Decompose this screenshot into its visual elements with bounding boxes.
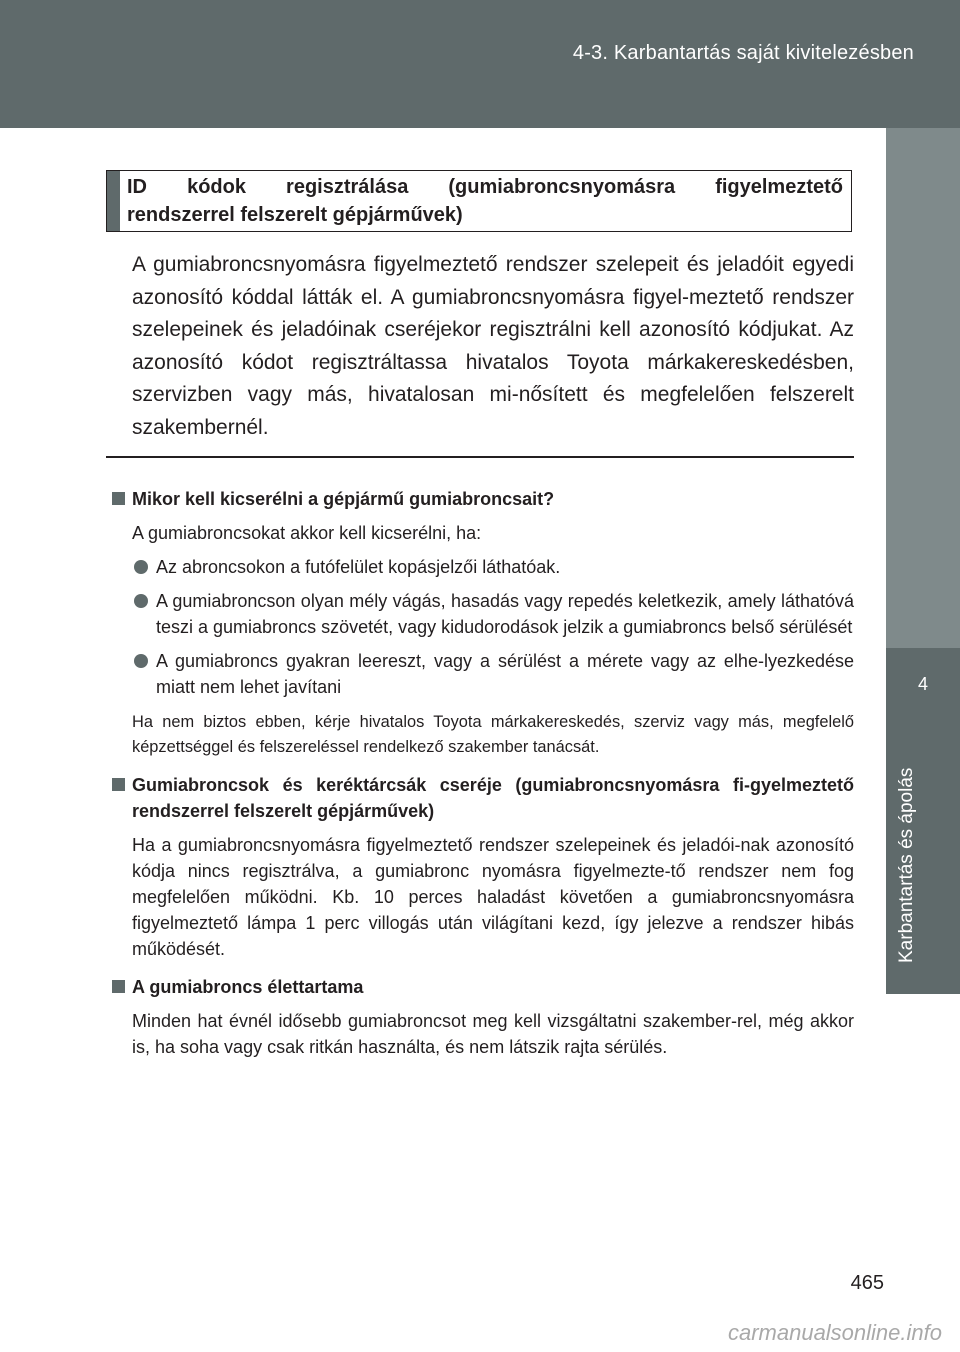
page-number: 465 bbox=[850, 1272, 884, 1294]
header-chapter-title: 4-3. Karbantartás saját kivitelezésben bbox=[572, 42, 914, 64]
section-intro-paragraph: A gumiabroncsnyomásra figyelmeztető rendszer szelepeit és jeladóit egyedi azonosító kóddal látták el. A gumiabroncsnyomásra figyel-meztető rendszer szelepeinek és jeladóinak cseréjekor regisztrálni kell azonosító kódjukat. Az azonosító kódot regisztráltassa hivatalos Toyota márkakereskedésben, szervizben vagy más, hivatalosan mi-nősített és megfelelően felszerelt szakembernél. bbox=[132, 253, 854, 439]
note-advice: Ha nem biztos ebben, kérje hivatalos Toyota márkakereskedés, szerviz vagy más, megfelelő képzettséggel és felszereléssel rendelkező szakember tanácsát. bbox=[132, 713, 854, 756]
circle-bullet-icon bbox=[134, 594, 148, 608]
note-wheel-replacement bbox=[110, 772, 854, 962]
circle-bullet-icon bbox=[134, 560, 148, 574]
list-item-text: A gumiabroncs gyakran leereszt, vagy a sérülést a mérete vagy az elhe-lyezkedése miatt nem lehet javítani bbox=[156, 651, 854, 697]
section-heading-line-1: ID kódok regisztrálása (gumiabroncsnyomásra figyelmeztető bbox=[127, 176, 843, 198]
watermark: carmanualsonline.info bbox=[727, 1320, 942, 1345]
list-item bbox=[110, 554, 854, 580]
section-heading bbox=[127, 173, 843, 229]
note-paragraph: Minden hat évnél idősebb gumiabroncsot meg kell vizsgáltatni szakember-rel, még akkor is, ha soha vagy csak ritkán használta, és nem látszik rajta sérülés. bbox=[132, 1011, 854, 1057]
heading-accent-bar bbox=[107, 171, 120, 231]
note-paragraph: A gumiabroncsokat akkor kell kicserélni, ha: bbox=[132, 523, 482, 543]
note-heading-text: Gumiabroncsok és keréktárcsák cseréje (gumiabroncsnyomásra fi-gyelmeztető rendszerrel felszerelt gépjárművek) bbox=[132, 775, 854, 821]
square-bullet-icon bbox=[112, 492, 125, 505]
list-item-text: Az abroncsokon a futófelület kopásjelzői láthatóak. bbox=[156, 557, 561, 577]
note-heading bbox=[110, 974, 854, 1000]
list-item bbox=[110, 648, 854, 700]
chapter-side-tab bbox=[886, 648, 960, 994]
note-tire-replacement bbox=[110, 486, 854, 760]
note-heading bbox=[110, 486, 854, 512]
note-heading-text: Mikor kell kicserélni a gépjármű gumiabroncsait? bbox=[132, 489, 555, 509]
section-heading-line-2: rendszerrel felszerelt gépjárművek) bbox=[127, 204, 463, 226]
header-band bbox=[0, 0, 960, 128]
section-divider bbox=[106, 456, 854, 458]
section-heading-box bbox=[106, 170, 852, 232]
square-bullet-icon bbox=[112, 980, 125, 993]
notes-area bbox=[110, 486, 854, 1072]
chapter-label: Karbantartás és ápolás bbox=[896, 767, 917, 963]
note-tire-lifespan bbox=[110, 974, 854, 1060]
note-heading bbox=[110, 772, 854, 824]
note-heading-text: A gumiabroncs élettartama bbox=[132, 977, 364, 997]
note-paragraph: Ha a gumiabroncsnyomásra figyelmeztető rendszer szelepeinek és jeladói-nak azonosító kódja nincs regisztrálva, a gumiabronc nyomásra figyelmezte-tő rendszer nem fog megfelelően működni. Kb. 10 perces haladást követően a gumiabroncsnyomásra figyelmeztető lámpa 1 perc villogás után világítani kezd, így jelezve a rendszer hibás működését. bbox=[132, 835, 854, 959]
list-item-text: A gumiabroncson olyan mély vágás, hasadás vagy repedés keletkezik, amely láthatóvá teszi a gumiabroncs szövetét, vagy kidudorodások jelzik a gumiabroncs belső sérülését bbox=[156, 591, 854, 637]
chapter-number: 4 bbox=[917, 674, 928, 694]
side-tab-upper bbox=[886, 128, 960, 648]
list-item bbox=[110, 588, 854, 640]
square-bullet-icon bbox=[112, 778, 125, 791]
circle-bullet-icon bbox=[134, 654, 148, 668]
